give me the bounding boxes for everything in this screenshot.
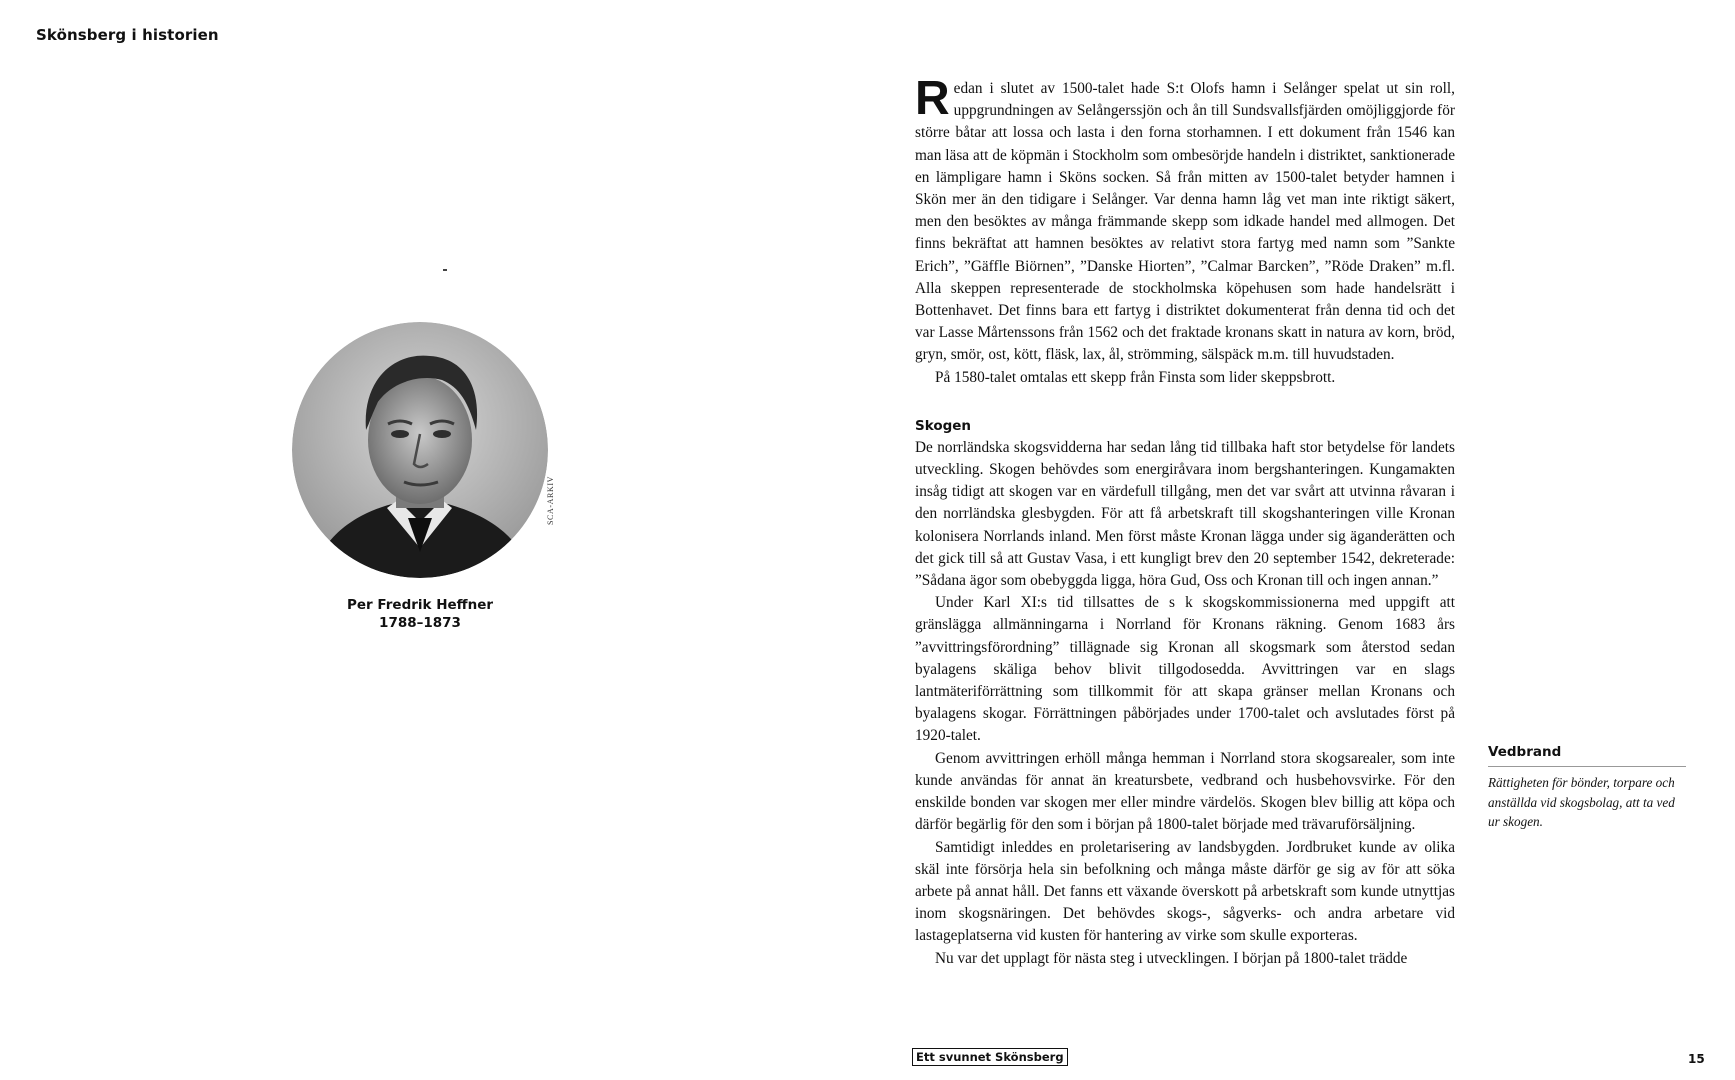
portrait-photo [292,322,548,578]
sidebar-glossary [1488,744,1686,832]
article-paragraph: De norrländska skogsvidderna har sedan lång tid tillbaka haft stor betydelse för landets utveckling. Skogen behövdes som energiråvara inom bergshanteringen. Kungamakten insåg tidigt att skogen var en värdefull tillgång, men det var svårt att utvinna råvaran i den norrländska glesbygden. För att få arbetskraft till skogshanteringen ville Kronan kolonisera Norrlands inland. Men först måste Kronan lägga under sig äganderätten och det gick till så att Gustav Vasa, i ett kungligt brev den 20 september 1542, dekreterade: ”Sådana ägor som obebyggda ligga, höra Gud, Oss och Kronan till och ingen annan.” [915,438,1455,590]
caption-years: 1788–1873 [379,615,461,631]
article-paragraph: Under Karl XI:s tid tillsattes de s k skogskommissionerna med uppgift att gränslägga allmänningarna i Norrland för Kronans räkning. Genom 1683 års ”avvittringsförordning” tillägnade sig Kronan all skogsmark som återstod sedan byalagens skäliga behov blivit tillgodosedda. Avvittringen var en slags lantmäteriförrättning som tillkommit för att skapa gränser mellan Kronans och byalagens skogar. Förrättningen påbörjades under 1700-talet och avslutades först på 1920-talet. [915,594,1455,745]
article-paragraph: På 1580-talet omtalas ett skepp från Finsta som lider skeppsbrott. [935,368,1336,386]
page-header-title: Skönsberg i historien [36,26,219,44]
page-number: 15 [1688,1052,1705,1066]
sidebar-title: Vedbrand [1488,744,1686,767]
caption-name: Per Fredrik Heffner [346,597,494,613]
article-paragraph: Samtidigt inleddes en proletarisering av landsbygden. Jordbruket kunde av olika skäl inte försörja hela sin befolkning och många måste därför ge sig av för att söka arbete på annat håll. Det fanns ett växande överskott på arbetskraft som kunde utnyttjas inom skogsnäringen. Det behövdes skogs-, sågverks- och andra arbetare vid lastageplatserna vid kusten för hantering av virke som skulle exporteras. [915,838,1455,945]
portrait-caption [290,596,550,632]
article-intro-text: edan i slutet av 1500-talet hade S:t Olofs hamn i Selånger spelat ut sin roll, uppgrundningen av Selångerssjön och ån till Sundsvallsfjärden omöjliggjorde för större båtar att lossa och lasta i den forna storhamnen. I ett dokument från 1546 kan man läsa att de köpmän i Stockholm som ombesörjde handeln i distriktet, sanktionerade en lämpligare hamn i Sköns socken. Så från mitten av 1500-talet betyder hamnen i Skön mer än den tidigare i Selånger. Var denna hamn låg vet man inte riktigt säkert, men den besöktes av många främmande skepp som idkade handel med allmogen. Det finns bekräftat att hamnen besöktes av relativt stora fartyg med namn som ”Sankte Erich”, ”Gäffle Biörnen”, ”Danske Hiorten”, ”Calmar Barcken”, ”Röde Draken” m.fl. Alla skeppen representerade de stockholmska köpehusen som hade handelsrätt i Bottenhavet. Det finns bara ett fartyg i distriktet dokumenterat från denna tid och det var Lasse Mårtenssons från 1562 och det fraktade kronans skatt in natura av korn, bröd, gryn, smör, ost, kött, fläsk, lax, ål, strömming, sälspäck m.m. till huvudstaden. [915,80,1455,364]
article-paragraph: Genom avvittringen erhöll många hemman i Norrland stora skogsarealer, som inte kunde användas för annat än kreatursbete, vedbrand och husbehovsvirke. För den enskilde bonden var skogen mer eller mindre värdelös. Skogen blev billig att köpa och därför begärlig för den som i början på 1800-talet började med trävaruförsäljning. [915,749,1455,834]
sidebar-text: Rättigheten för bönder, torpare och anställda vid skogsbolag, att ta ved ur skogen. [1488,775,1675,829]
article-paragraph: Nu var det upplagt för nästa steg i utvecklingen. I början på 1800-talet trädde [935,949,1408,967]
article-column [915,72,1455,970]
photo-credit: SCA-ARKIV [546,476,555,525]
portrait-image [292,322,548,578]
section-heading-skogen: Skogen [915,417,972,434]
print-speck [443,269,447,271]
article-paragraph [915,72,1455,367]
drop-cap: R [915,72,950,125]
footer-book-title: Ett svunnet Skönsberg [912,1048,1068,1066]
